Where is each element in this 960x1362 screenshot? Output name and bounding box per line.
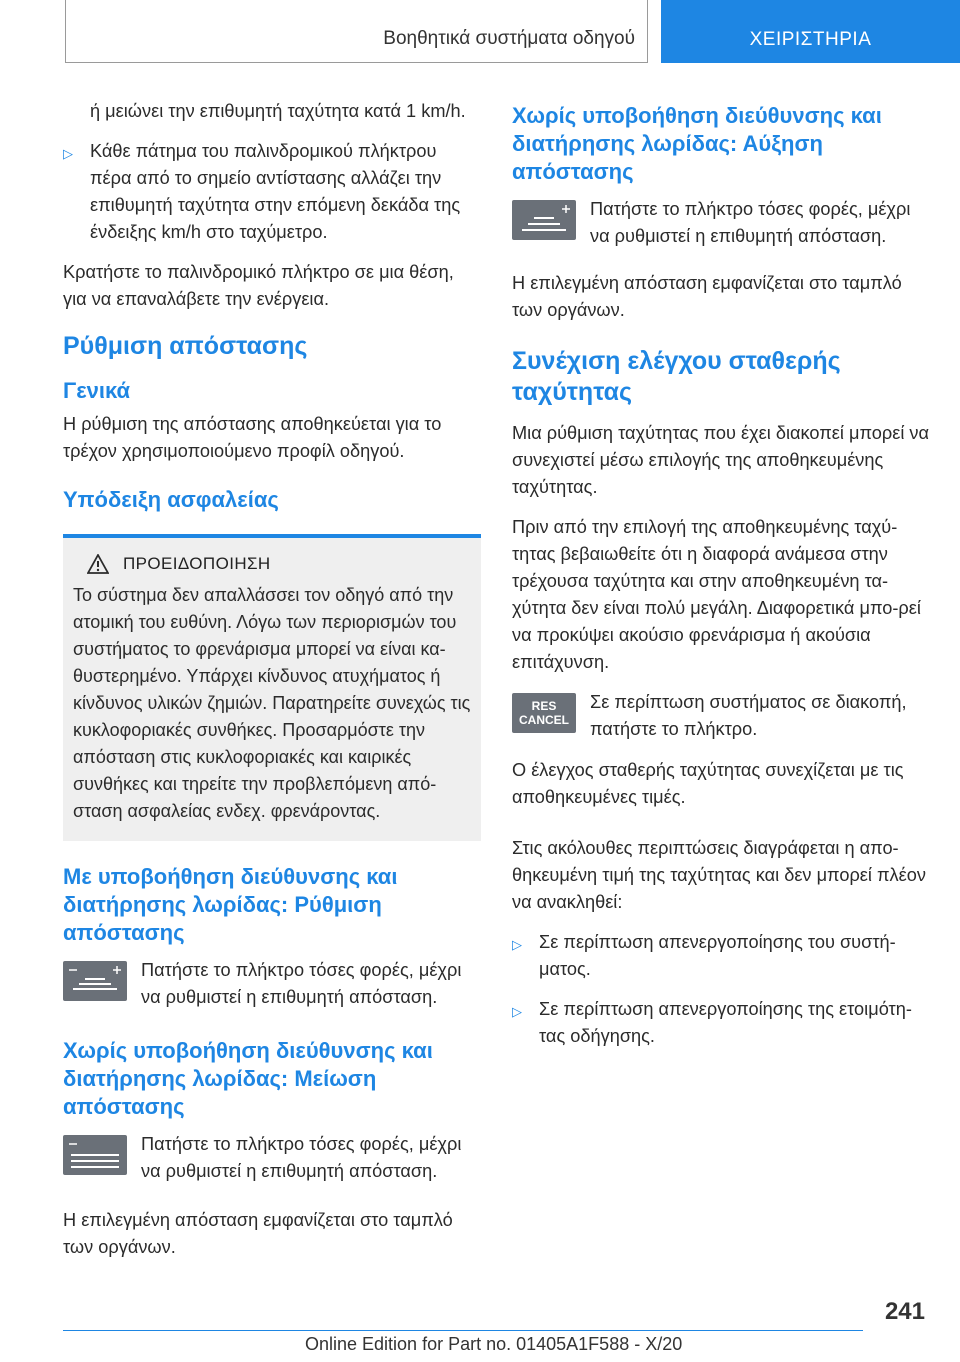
left-column: [63, 98, 481, 1274]
heading-distance: Ρύθμιση απόστασης: [63, 332, 308, 360]
warning-text: Το σύστημα δεν απαλλάσσει τον οδηγό από την ατομική του ευθύνη. Λόγω των περιορισμών του συστήματος το φρενάρισμα μπορεί να είναι κα‐θυστερημένο. Υπάρχει κίνδυνος ατυχήματος ή κίνδυνος υλικών ζημιών. Παρατηρείτε συνεχώς τις κυκλοφοριακές συνθήκες. Προσαρμόστε την απόσταση στις κυκλοφοριακές και καιρικές συνθήκες και τηρείτε την προβλεπόμενη από‐σταση ασφαλείας ενδεχ. φρενάροντας.: [73, 585, 471, 821]
res-cancel-button-icon: [512, 693, 576, 733]
instruction-text: Πατήστε το πλήκτρο τόσες φορές, μέχρι να ρυθμιστεί η επιθυμητή απόσταση.: [141, 1134, 462, 1181]
triangle-bullet-icon: ▷: [512, 937, 522, 952]
warning-box: [63, 534, 481, 841]
instruction-row: [512, 689, 930, 743]
distance-decrease-button-icon: [63, 1135, 127, 1175]
instruction-text: Σε περίπτωση συστήματος σε διακοπή, πατήστε το πλήκτρο.: [590, 692, 907, 739]
warning-title: ΠΡΟΕΙΔΟΠΟΙΗΣΗ: [123, 554, 271, 573]
footer-edition: Online Edition for Part no. 01405A1F588 - X/20: [305, 1334, 683, 1354]
paragraph-delete: Στις ακόλουθες περιπτώσεις διαγράφεται η απο‐θηκευμένη τιμή της ταχύτητας και δεν μπορεί πλέον να ανακληθεί:: [512, 838, 926, 912]
instruction-row: [63, 1131, 481, 1185]
paragraph-continue-2: Πριν από την επιλογή της αποθηκευμένης ταχύ‐τητας βεβαιωθείτε ότι η διαφορά ανάμεσα στην τρέχουσα ταχύτητα και στην αποθηκευμένη τα‐χύτητα δεν είναι πολύ μεγάλη. Διαφορετικά μπο‐ρεί να προκύψει ακούσιο φρενάρισμα ή ακούσια επιτάχυνση.: [512, 517, 921, 672]
footer-divider: [63, 1330, 863, 1331]
header-chapter-tab: [661, 0, 960, 63]
list-item-text: Σε περίπτωση απενεργοποίησης του συστή‐ματος.: [539, 932, 896, 979]
right-column: [512, 98, 930, 1063]
warning-triangle-icon: [87, 554, 109, 574]
paragraph-display: Η επιλεγμένη απόσταση εμφανίζεται στο ταμπλό των οργάνων.: [512, 273, 902, 320]
instruction-text: Πατήστε το πλήκτρο τόσες φορές, μέχρι να ρυθμιστεί η επιθυμητή απόσταση.: [141, 960, 462, 1007]
page-number: 241: [884, 1298, 925, 1325]
list-item: [512, 996, 930, 1050]
distance-adjust-button-icon: [63, 961, 127, 1001]
list-item-text: Σε περίπτωση απενεργοποίησης της ετοιμότη‐τας οδήγησης.: [539, 999, 912, 1046]
header-section-tab: [65, 0, 648, 63]
heading-continue: Συνέχιση ελέγχου σταθερής ταχύτητας: [512, 347, 841, 406]
instruction-row: [63, 957, 481, 1011]
heading-safety: Υπόδειξη ασφαλείας: [63, 487, 279, 512]
heading-without-increase: Χωρίς υποβοήθηση διεύθυνσης και διατήρησης λωρίδας: Αύξηση απόστασης: [512, 103, 882, 184]
instruction-row: [512, 196, 930, 250]
triangle-bullet-icon: ▷: [512, 1004, 522, 1019]
paragraph-hold: Κρατήστε το παλινδρομικό πλήκτρο σε μια θέση, για να επαναλάβετε την ενέργεια.: [63, 262, 454, 309]
heading-general: Γενικά: [63, 378, 131, 403]
list-item-text: Κάθε πάτημα του παλινδρομικού πλήκτρου πέρα από το σημείο αντίστασης αλλάζει την επιθυμητή ταχύτητα στην επόμενη δεκάδα της ένδειξης km/h στο ταχύμετρο.: [90, 141, 461, 242]
paragraph-continued: ή μειώνει την επιθυμητή ταχύτητα κατά 1 km/h.: [90, 101, 466, 121]
warning-header: [73, 554, 475, 574]
header-section-title: Βοηθητικά συστήματα οδηγού: [383, 28, 635, 49]
paragraph-res-after: Ο έλεγχος σταθερής ταχύτητας συνεχίζεται με τις αποθηκευμένες τιμές.: [512, 760, 904, 807]
cancel-label: CANCEL: [519, 713, 569, 727]
distance-increase-button-icon: [512, 200, 576, 240]
triangle-bullet-icon: ▷: [63, 146, 73, 161]
paragraph-display: Η επιλεγμένη απόσταση εμφανίζεται στο ταμπλό των οργάνων.: [63, 1210, 453, 1257]
paragraph-continue-1: Μια ρύθμιση ταχύτητας που έχει διακοπεί μπορεί να συνεχιστεί μέσω επιλογής της αποθηκευμένης ταχύτητας.: [512, 423, 930, 497]
header-chapter-title: ΧΕΙΡΙΣΤΗΡΙΑ: [749, 28, 872, 50]
instruction-text: Πατήστε το πλήκτρο τόσες φορές, μέχρι να ρυθμιστεί η επιθυμητή απόσταση.: [590, 199, 911, 246]
list-item: [63, 138, 481, 246]
paragraph-general: Η ρύθμιση της απόστασης αποθηκεύεται για το τρέχον χρησιμοποιούμενο προφίλ οδηγού.: [63, 414, 442, 461]
res-label: RES: [531, 699, 557, 713]
heading-without-decrease: Χωρίς υποβοήθηση διεύθυνσης και διατήρησης λωρίδας: Μείωση απόστασης: [63, 1038, 433, 1119]
heading-with-steering: Με υποβοήθηση διεύθυνσης και διατήρησης λωρίδας: Ρύθμιση απόστασης: [63, 864, 398, 945]
list-item: [512, 929, 930, 983]
